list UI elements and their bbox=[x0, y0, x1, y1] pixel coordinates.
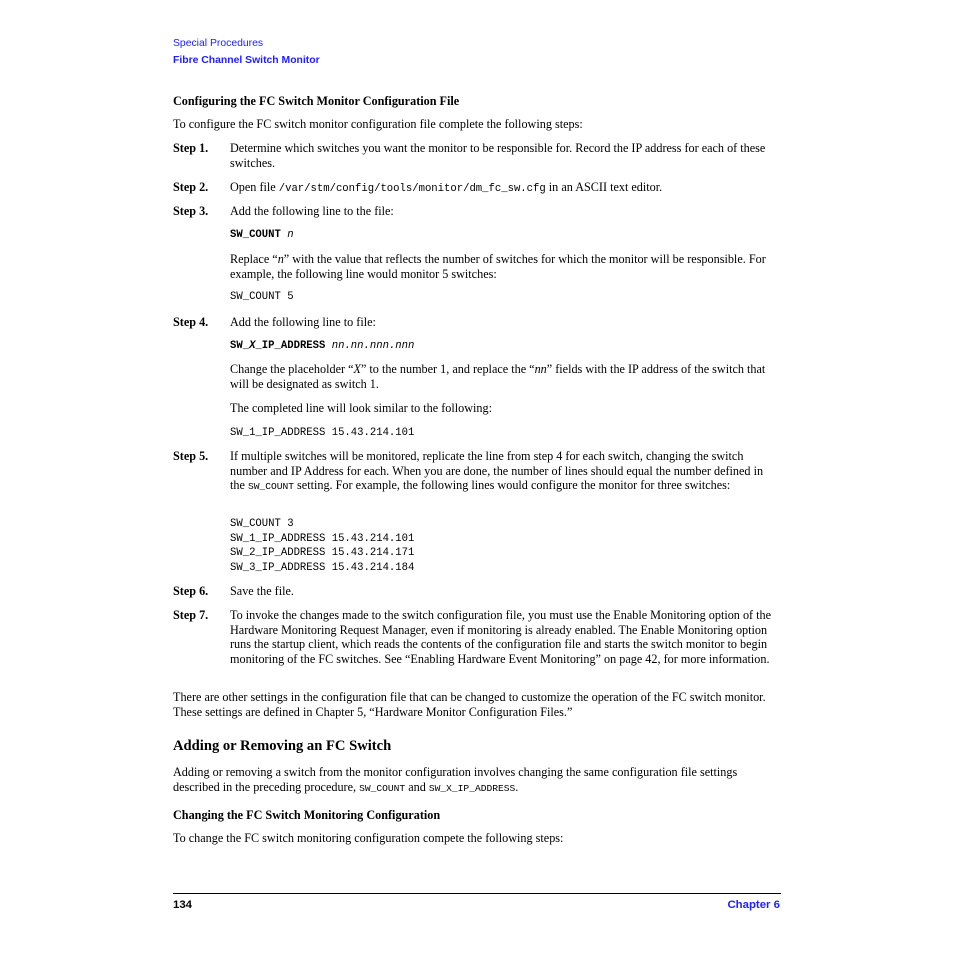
sw-ip-suffix: _IP_ADDRESS bbox=[255, 340, 326, 352]
changing-intro: To change the FC switch monitoring configuration compete the following steps: bbox=[173, 831, 564, 845]
page-number: 134 bbox=[173, 899, 193, 911]
sw-count-keyword: SW_COUNT bbox=[230, 229, 281, 241]
step-5-text bbox=[230, 449, 780, 495]
step-5-code-block bbox=[230, 517, 414, 575]
config-section-title: Configuring the FC Switch Monitor Configuration File bbox=[173, 94, 460, 108]
adding-code-sw-x-ip: SW_X_IP_ADDRESS bbox=[428, 782, 516, 794]
step-2-label: Step 2. bbox=[173, 180, 209, 194]
adding-code-sw-count: SW_COUNT bbox=[359, 782, 406, 794]
step-2-pre: Open file bbox=[230, 180, 279, 194]
step-6-text: Save the file. bbox=[230, 584, 294, 598]
step-3-text: Add the following line to the file: bbox=[230, 204, 394, 218]
step-5-text-b: setting. For example, the following lines would configure the monitor for three switches: bbox=[294, 478, 731, 493]
sw-ip-example: SW_1_IP_ADDRESS 15.43.214.101 bbox=[230, 427, 415, 439]
step-1-text: Determine which switches you want the monitor to be responsible for. Record the IP address for each of these switches. bbox=[230, 141, 766, 170]
code-line: SW_1_IP_ADDRESS 15.43.214.101 bbox=[230, 532, 415, 545]
adding-text-c: . bbox=[515, 779, 519, 794]
footer-rule bbox=[173, 893, 781, 894]
step-1-label: Step 1. bbox=[173, 141, 209, 155]
step-4-text: Add the following line to file: bbox=[230, 315, 376, 329]
other-settings-paragraph: There are other settings in the configuration file that can be changed to customize the operation of the FC switch monitor. These settings are defined in Chapter 5, “Hardware Monitor Configuration Files.” bbox=[173, 690, 766, 719]
step-7-label: Step 7. bbox=[173, 608, 209, 622]
step-4-change bbox=[230, 362, 780, 391]
step-4-change-a: Change the placeholder “ bbox=[230, 362, 354, 376]
chapter-label: Chapter 6 bbox=[727, 899, 780, 911]
step-4-change-nn: nn bbox=[534, 362, 547, 376]
step-3-replace-pre: Replace “ bbox=[230, 252, 278, 266]
step-5-code-inline: SW_COUNT bbox=[247, 481, 294, 493]
step-6-label: Step 6. bbox=[173, 584, 209, 598]
changing-section-title: Changing the FC Switch Monitoring Configuration bbox=[173, 808, 441, 822]
sw-count-var: n bbox=[287, 229, 294, 241]
step-4-change-b: ” to the number 1, and replace the “ bbox=[360, 362, 535, 376]
code-line: SW_COUNT 3 bbox=[230, 518, 294, 530]
running-header-section: Special Procedures bbox=[173, 38, 264, 49]
sw-count-syntax bbox=[230, 228, 294, 243]
sw-count-example: SW_COUNT 5 bbox=[230, 291, 294, 303]
step-3-replace-post: ” with the value that reflects the number of switches for which the monitor will be responsible. For example, the following line would monitor 5 switches: bbox=[230, 252, 766, 281]
adding-section-title: Adding or Removing an FC Switch bbox=[173, 738, 392, 754]
step-3-replace-var: n bbox=[277, 252, 284, 266]
step-3-label: Step 3. bbox=[173, 204, 209, 218]
code-line: SW_2_IP_ADDRESS 15.43.214.171 bbox=[230, 547, 415, 560]
step-4-change-x: X bbox=[353, 362, 361, 376]
adding-section-text bbox=[173, 765, 773, 796]
step-7-text: To invoke the changes made to the switch configuration file, you must use the Enable Monitoring option of the Hardware Monitoring Request Manager, even if monitoring is already enabled. The Enable Monitoring option runs the startup client, which reads the contents of the configuration file and starts the switch monitor to begin monitoring of the FC switches. See “Enabling Hardware Event Monitoring” on page 42, for more information. bbox=[230, 608, 772, 666]
step-4-change-c: ” fields with the IP address of the switch that will be designated as switch 1. bbox=[230, 362, 766, 391]
sw-ip-var: nn.nn.nnn.nnn bbox=[331, 340, 415, 352]
step-2-text bbox=[230, 180, 780, 197]
sw-ip-x: X bbox=[249, 340, 256, 352]
step-4-label: Step 4. bbox=[173, 315, 209, 329]
running-header-subsection: Fibre Channel Switch Monitor bbox=[173, 55, 320, 66]
step-5-text-a: If multiple switches will be monitored, replicate the line from step 4 for each switch, changing the switch number and IP Address for each. When you are done, the number of lines should equal the number defined in the bbox=[230, 449, 764, 493]
step-3-replace bbox=[230, 252, 780, 281]
step-5-label: Step 5. bbox=[173, 449, 209, 463]
step-4-completed: The completed line will look similar to the following: bbox=[230, 401, 492, 415]
adding-text-b: and bbox=[405, 779, 429, 794]
adding-text-a: Adding or removing a switch from the monitor configuration involves changing the same configuration file settings described in the preceding procedure, bbox=[173, 765, 738, 794]
step-2-post: in an ASCII text editor. bbox=[545, 180, 663, 194]
config-intro: To configure the FC switch monitor configuration file complete the following steps: bbox=[173, 117, 583, 131]
code-line: SW_3_IP_ADDRESS 15.43.214.184 bbox=[230, 561, 415, 574]
sw-ip-syntax bbox=[230, 339, 414, 354]
sw-ip-prefix: SW_ bbox=[230, 340, 250, 352]
config-file-path: /var/stm/config/tools/monitor/dm_fc_sw.cfg bbox=[278, 183, 546, 195]
